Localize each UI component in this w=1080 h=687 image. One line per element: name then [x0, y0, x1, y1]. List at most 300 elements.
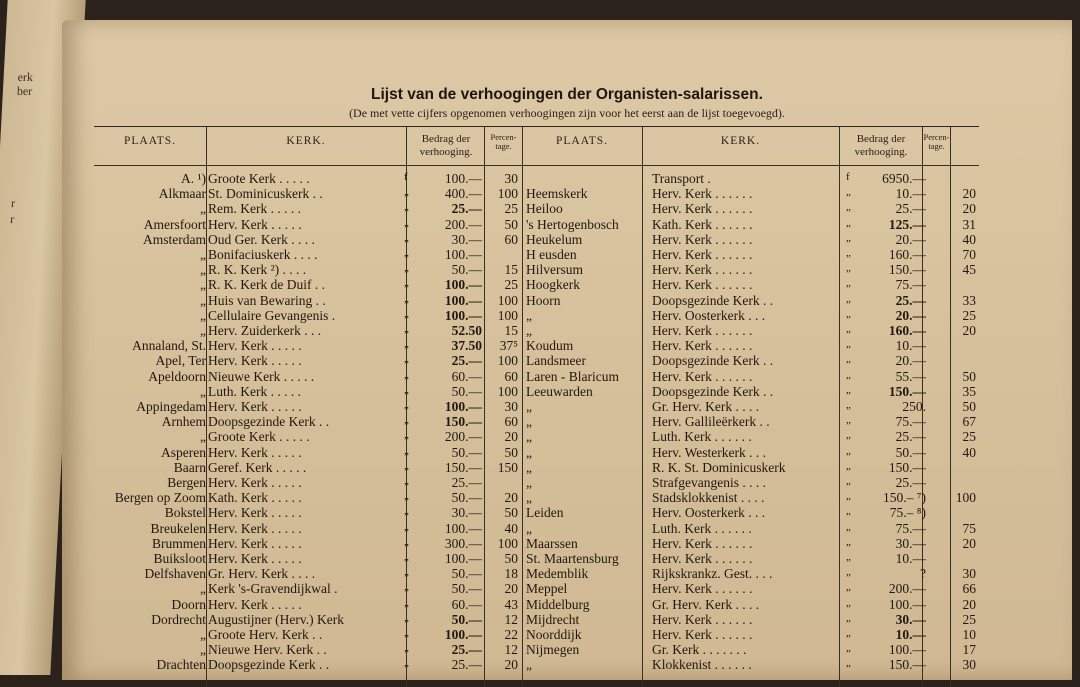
table-row	[94, 414, 979, 429]
row-bedrag-2: 100.—	[888, 596, 926, 612]
row-plaats: Arnhem	[161, 414, 206, 430]
row-bedrag: 25.—	[451, 475, 482, 490]
row-percentage: 50	[504, 216, 518, 232]
row-currency-mark: „	[404, 596, 409, 609]
row-currency-mark: „	[404, 368, 409, 381]
row-percentage-2: 50	[962, 368, 976, 384]
row-plaats-2: „	[526, 399, 532, 414]
row-bedrag-2: 10.—	[895, 551, 926, 566]
row-kerk-2: Herv. Kerk . . . . . .	[652, 323, 753, 338]
row-plaats-2: 's Hertogenbosch	[526, 216, 619, 232]
row-bedrag: 50.—	[451, 611, 482, 627]
row-bedrag: 50.—	[451, 490, 482, 506]
row-plaats: „	[200, 642, 206, 658]
row-percentage: 50	[504, 444, 518, 460]
row-currency-mark: „	[404, 353, 409, 366]
row-kerk: Doopsgezinde Kerk . .	[208, 414, 330, 430]
row-bedrag: 30.—	[451, 505, 482, 521]
row-plaats-2: Hoogkerk	[526, 277, 580, 293]
row-plaats: Buiksloot	[153, 551, 206, 566]
row-percentage-2: 20	[962, 201, 976, 217]
table-row	[94, 247, 979, 262]
row-percentage-2: 25	[962, 307, 976, 323]
row-kerk-2: Doopsgezinde Kerk . .	[652, 353, 774, 369]
row-percentage: 60	[504, 414, 518, 430]
row-bedrag-2: 150.—	[888, 459, 926, 475]
row-bedrag: 150.—	[444, 459, 482, 475]
row-bedrag-2: 10.—	[895, 338, 926, 354]
row-currency-mark: „	[404, 657, 409, 670]
row-plaats-2: Landsmeer	[526, 353, 586, 369]
row-currency-mark: „	[404, 383, 409, 396]
row-plaats: „	[200, 292, 206, 308]
row-kerk-2: Herv. Kerk . . . . . .	[652, 535, 753, 551]
row-kerk: Cellulaire Gevangenis .	[208, 307, 336, 323]
row-kerk-2: Herv. Kerk . . . . . .	[652, 581, 753, 597]
row-bedrag: 100.—	[444, 399, 482, 414]
row-bedrag: 100.—	[444, 171, 482, 186]
row-kerk: St. Dominicuskerk . .	[208, 186, 323, 202]
left-page-fragment: ber	[16, 84, 33, 98]
row-currency-mark-2: „	[846, 216, 851, 229]
table-row	[94, 384, 979, 399]
row-plaats: „	[200, 247, 206, 262]
row-kerk: Herv. Kerk . . . . .	[208, 399, 302, 414]
row-kerk: Bonifaciuskerk . . . .	[208, 247, 318, 262]
row-bedrag-2: 150.– ⁷)	[883, 490, 926, 506]
row-percentage: 100	[497, 186, 518, 202]
row-kerk-2: Herv. Kerk . . . . . .	[652, 277, 753, 293]
row-currency-mark-2: „	[846, 444, 851, 457]
row-kerk-2: Doopsgezinde Kerk . .	[652, 383, 774, 399]
row-bedrag-2: 25.—	[895, 429, 926, 445]
table-row	[94, 171, 979, 186]
row-currency-mark: „	[404, 581, 409, 594]
row-currency-mark-2: „	[846, 505, 851, 518]
row-percentage: 100	[497, 535, 518, 551]
row-currency-mark-2: „	[846, 231, 851, 244]
header-percentage: Percen-tage.	[490, 132, 517, 151]
row-currency-mark: „	[404, 292, 409, 305]
row-plaats: „	[200, 627, 206, 642]
row-bedrag: 37.50	[451, 338, 482, 354]
header-plaats-2: PLAATS.	[555, 135, 609, 147]
row-currency-mark-2: „	[846, 292, 851, 305]
row-currency-mark: „	[404, 399, 409, 411]
row-plaats: Annaland, St.	[132, 338, 206, 354]
row-kerk: Herv. Kerk . . . . .	[208, 444, 302, 460]
row-currency-mark: „	[404, 231, 409, 244]
row-percentage: 100	[497, 383, 518, 399]
row-plaats-2: Nijmegen	[526, 642, 580, 658]
row-currency-mark: „	[404, 277, 409, 290]
row-bedrag-2: 150.—	[888, 262, 926, 278]
row-bedrag-2: 25.—	[895, 475, 926, 490]
row-bedrag-2: 150.—	[888, 657, 926, 673]
row-percentage: 150	[497, 459, 518, 475]
row-bedrag: 100.—	[444, 292, 482, 308]
row-kerk-2: Kath. Kerk . . . . . .	[652, 216, 753, 232]
row-kerk-2: Herv. Kerk . . . . . .	[652, 627, 753, 642]
row-currency-mark-2: „	[846, 459, 851, 472]
row-plaats-2: Hilversum	[526, 262, 583, 278]
row-bedrag-2: 25.—	[895, 201, 926, 217]
table-row	[94, 277, 979, 292]
row-kerk-2: Herv. Oosterkerk . . .	[652, 505, 766, 521]
row-percentage: 30	[504, 399, 518, 414]
row-plaats-2: „	[526, 444, 532, 460]
row-plaats-2: Leeuwarden	[526, 383, 593, 399]
row-plaats-2: „	[526, 657, 532, 673]
row-currency-mark-2: „	[846, 535, 851, 548]
row-kerk: Herv. Kerk . . . . .	[208, 216, 302, 232]
row-bedrag: 100.—	[444, 520, 482, 536]
row-plaats-2: „	[526, 429, 532, 445]
row-kerk-2: Stadsklokkenist . . . .	[652, 490, 765, 506]
row-percentage: 20	[504, 657, 518, 673]
row-currency-mark: „	[404, 475, 409, 487]
row-plaats-2: Medemblik	[526, 566, 589, 582]
row-currency-mark-2: „	[846, 383, 851, 396]
row-percentage: 20	[504, 429, 518, 445]
row-kerk: Geref. Kerk . . . . .	[208, 459, 307, 475]
row-currency-mark: „	[404, 262, 409, 275]
table-row	[94, 657, 979, 672]
row-kerk: R. K. Kerk de Duif . .	[208, 277, 325, 293]
row-kerk: Herv. Kerk . . . . .	[208, 475, 302, 490]
table-row	[94, 338, 979, 353]
row-kerk: Herv. Kerk . . . . .	[208, 520, 302, 536]
row-bedrag-2: 250.	[902, 399, 926, 414]
row-currency-mark-2: f	[846, 171, 850, 183]
document-page	[62, 20, 1072, 680]
row-currency-mark-2: „	[846, 353, 851, 366]
row-kerk-2: Gr. Herv. Kerk . . . .	[652, 399, 760, 414]
table-row	[94, 429, 979, 444]
row-bedrag: 25.—	[451, 657, 482, 673]
row-bedrag: 200.—	[444, 216, 482, 232]
row-kerk-2: Klokkenist . . . . . .	[652, 657, 752, 673]
row-bedrag: 400.—	[444, 186, 482, 202]
row-percentage-2: 35	[962, 383, 976, 399]
row-bedrag-2: 75.—	[895, 414, 926, 430]
row-currency-mark: „	[404, 338, 409, 351]
row-percentage-2: 20	[962, 596, 976, 612]
row-percentage: 25	[504, 201, 518, 217]
row-kerk-2: Luth. Kerk . . . . . .	[652, 429, 752, 445]
row-plaats-2: Hoorn	[526, 292, 561, 308]
row-plaats-2: „	[526, 490, 532, 506]
row-kerk: Luth. Kerk . . . . .	[208, 383, 301, 399]
row-bedrag-2: 20.—	[895, 231, 926, 247]
row-currency-mark-2: „	[846, 414, 851, 427]
row-plaats: Brummen	[152, 535, 206, 551]
table-row	[94, 445, 979, 460]
row-plaats: Baarn	[173, 459, 206, 475]
row-currency-mark-2: „	[846, 307, 851, 320]
row-plaats: Amersfoort	[143, 216, 206, 232]
row-percentage: 43	[504, 596, 518, 612]
row-currency-mark-2: „	[846, 399, 851, 411]
row-plaats-2: Middelburg	[526, 596, 590, 612]
row-currency-mark: f	[404, 171, 408, 183]
row-bedrag: 300.—	[444, 535, 482, 551]
row-kerk: Augustijner (Herv.) Kerk	[208, 611, 344, 627]
row-bedrag: 50.—	[451, 444, 482, 460]
header-bedrag: Bedrag der verhooging.	[419, 133, 473, 158]
table-row	[94, 642, 979, 657]
row-currency-mark-2: „	[846, 490, 851, 503]
row-plaats: Bergen op Zoom	[114, 490, 206, 506]
row-kerk-2: Transport .	[652, 171, 711, 186]
header-divider	[94, 165, 979, 166]
row-plaats: Appingedam	[136, 399, 206, 414]
row-currency-mark-2: „	[846, 429, 851, 442]
row-plaats-2: Laren - Blaricum	[526, 368, 619, 384]
table-row	[94, 201, 979, 216]
row-plaats: Breukelen	[150, 520, 206, 536]
header-percentage-2: Percen-tage.	[923, 132, 950, 151]
row-currency-mark-2: „	[846, 520, 851, 533]
row-plaats-2: Koudum	[526, 338, 574, 354]
row-bedrag-2: 150.—	[888, 383, 926, 399]
row-plaats: Dordrecht	[151, 611, 206, 627]
row-percentage-2: 50	[962, 399, 976, 414]
row-currency-mark: „	[404, 642, 409, 655]
row-bedrag-2: 55.—	[895, 368, 926, 384]
row-currency-mark: „	[404, 201, 409, 214]
table-row	[94, 262, 979, 277]
table-row	[94, 627, 979, 642]
header-plaats: PLAATS.	[123, 135, 177, 147]
row-bedrag: 25.—	[451, 201, 482, 217]
row-percentage: 40	[504, 520, 518, 536]
row-currency-mark: „	[404, 566, 409, 579]
row-currency-mark-2: „	[846, 627, 851, 639]
table-row	[94, 308, 979, 323]
row-bedrag: 50.—	[451, 566, 482, 582]
row-bedrag: 100.—	[444, 627, 482, 642]
row-percentage: 37⁵	[499, 338, 518, 354]
row-currency-mark-2: „	[846, 262, 851, 275]
left-page-fragment: erk	[17, 70, 34, 84]
left-page-fragment: r	[9, 212, 15, 226]
row-kerk-2: Herv. Westerkerk . . .	[652, 444, 766, 460]
row-percentage-2: 20	[962, 535, 976, 551]
row-percentage-2: 67	[962, 414, 976, 430]
header-bedrag-2: Bedrag der verhooging.	[854, 133, 908, 158]
table-row	[94, 536, 979, 551]
row-plaats-2: „	[526, 520, 532, 536]
row-bedrag: 52.50	[451, 323, 482, 338]
row-kerk-2: Herv. Kerk . . . . . .	[652, 611, 753, 627]
row-kerk: Kath. Kerk . . . . .	[208, 490, 302, 506]
row-percentage: 100	[497, 292, 518, 308]
row-bedrag: 150.—	[444, 414, 482, 430]
row-bedrag-2: 125.—	[888, 216, 926, 232]
row-currency-mark: „	[404, 444, 409, 457]
row-percentage: 15	[504, 262, 518, 278]
row-bedrag-2: 160.—	[888, 247, 926, 262]
row-bedrag: 50.—	[451, 581, 482, 597]
row-plaats: „	[200, 383, 206, 399]
row-bedrag-2: 25.—	[895, 292, 926, 308]
row-percentage: 20	[504, 490, 518, 506]
row-kerk: Groote Kerk . . . . .	[208, 429, 310, 445]
row-plaats-2: Leiden	[526, 505, 564, 521]
row-plaats: Doorn	[171, 596, 206, 612]
row-kerk: R. K. Kerk ²) . . . .	[208, 262, 307, 278]
row-plaats-2: Heiloo	[526, 201, 563, 217]
table-row	[94, 217, 979, 232]
row-plaats-2: Heukelum	[526, 231, 583, 247]
row-kerk-2: Strafgevangenis . . . .	[652, 475, 766, 490]
row-kerk: Herv. Kerk . . . . .	[208, 596, 302, 612]
row-percentage-2: 30	[962, 657, 976, 673]
row-kerk-2: Luth. Kerk . . . . . .	[652, 520, 752, 536]
row-bedrag: 25.—	[451, 642, 482, 658]
row-plaats: „	[200, 323, 206, 338]
row-bedrag-2: 20.—	[895, 353, 926, 369]
row-bedrag-2: 30.—	[895, 611, 926, 627]
row-kerk-2: Herv. Kerk . . . . . .	[652, 201, 753, 217]
row-percentage: 25	[504, 277, 518, 293]
row-currency-mark: „	[404, 216, 409, 229]
row-bedrag: 200.—	[444, 429, 482, 445]
row-currency-mark-2: „	[846, 368, 851, 381]
row-plaats: Drachten	[156, 657, 206, 673]
row-percentage-2: 30	[962, 566, 976, 582]
row-bedrag-2: 10.—	[895, 186, 926, 202]
row-currency-mark-2: „	[846, 201, 851, 214]
row-bedrag: 25.—	[451, 353, 482, 369]
row-percentage-2: 17	[962, 642, 976, 658]
row-percentage: 30	[504, 171, 518, 186]
row-plaats: Amsterdam	[143, 231, 206, 247]
row-currency-mark-2: „	[846, 247, 851, 259]
row-kerk: Oud Ger. Kerk . . . .	[208, 231, 315, 247]
row-plaats-2: „	[526, 323, 532, 338]
row-plaats-2: Noorddijk	[526, 627, 582, 642]
row-percentage-2: 25	[962, 611, 976, 627]
row-bedrag-2: 6950.—	[882, 171, 926, 186]
row-bedrag: 50.—	[451, 383, 482, 399]
table-row	[94, 186, 979, 201]
row-bedrag-2: 30.—	[895, 535, 926, 551]
table-row	[94, 232, 979, 247]
row-kerk-2: Rijkskrankz. Gest. . . .	[652, 566, 773, 582]
row-kerk-2: Herv. Kerk . . . . . .	[652, 262, 753, 278]
row-percentage-2: 40	[962, 444, 976, 460]
row-kerk-2: Herv. Kerk . . . . . .	[652, 186, 753, 202]
row-percentage: 50	[504, 505, 518, 521]
row-percentage-2: 20	[962, 323, 976, 338]
table-row	[94, 581, 979, 596]
row-currency-mark-2: „	[846, 338, 851, 351]
row-plaats: „	[200, 307, 206, 323]
row-bedrag: 30.—	[451, 231, 482, 247]
row-percentage-2: 10	[962, 627, 976, 642]
row-currency-mark-2: „	[846, 323, 851, 335]
row-kerk: Kerk 's-Gravendijkwal .	[208, 581, 338, 597]
row-kerk-2: Herv. Gallileërkerk . .	[652, 414, 770, 430]
table-row	[94, 597, 979, 612]
header-kerk-2: KERK.	[720, 135, 761, 147]
row-plaats-2: H eusden	[526, 247, 577, 262]
row-percentage: 100	[497, 307, 518, 323]
row-percentage: 15	[504, 323, 518, 338]
table-row	[94, 521, 979, 536]
row-plaats: Bokstel	[164, 505, 206, 521]
row-plaats-2: Heemskerk	[526, 186, 588, 202]
row-bedrag: 100.—	[444, 277, 482, 293]
row-currency-mark: „	[404, 186, 409, 199]
row-percentage: 12	[504, 611, 518, 627]
row-kerk-2: Gr. Kerk . . . . . . .	[652, 642, 747, 658]
row-currency-mark: „	[404, 323, 409, 335]
row-kerk: Groote Herv. Kerk . .	[208, 627, 323, 642]
row-currency-mark-2: „	[846, 566, 851, 579]
row-bedrag-2: 200.—	[888, 581, 926, 597]
row-plaats: „	[200, 262, 206, 278]
row-plaats-2: St. Maartensburg	[526, 551, 619, 566]
row-currency-mark: „	[404, 414, 409, 427]
row-kerk: Gr. Herv. Kerk . . . .	[208, 566, 316, 582]
header-kerk: KERK.	[286, 135, 326, 147]
row-currency-mark: „	[404, 429, 409, 442]
row-plaats-2: „	[526, 475, 532, 490]
row-plaats-2: „	[526, 307, 532, 323]
row-kerk-2: Herv. Kerk . . . . . .	[652, 368, 753, 384]
row-currency-mark-2: „	[846, 581, 851, 594]
table-row	[94, 323, 979, 338]
row-percentage: 100	[497, 353, 518, 369]
row-bedrag-2: 75.– ⁸)	[889, 505, 926, 521]
row-percentage: 12	[504, 642, 518, 658]
row-percentage: 50	[504, 551, 518, 566]
row-bedrag-2: 20.—	[895, 307, 926, 323]
row-percentage-2: 25	[962, 429, 976, 445]
row-plaats: „	[200, 429, 206, 445]
row-percentage-2: 75	[962, 520, 976, 536]
row-kerk: Herv. Kerk . . . . .	[208, 353, 302, 369]
page-subtitle: (De met vette cijfers opgenomen verhoogingen zijn voor het eerst aan de lijst toegevoegd).	[349, 106, 785, 120]
row-percentage-2: 100	[955, 490, 976, 506]
row-kerk-2: Doopsgezinde Kerk . .	[652, 292, 774, 308]
row-plaats-2: „	[526, 459, 532, 475]
table-row	[94, 353, 979, 368]
row-currency-mark-2: „	[846, 186, 851, 199]
row-bedrag: 60.—	[451, 596, 482, 612]
row-bedrag-2: 75.—	[895, 277, 926, 293]
row-currency-mark: „	[404, 611, 409, 624]
row-kerk-2: Gr. Herv. Kerk . . . .	[652, 596, 760, 612]
row-percentage: 18	[504, 566, 518, 582]
row-kerk-2: Herv. Kerk . . . . . .	[652, 338, 753, 354]
row-kerk: Nieuwe Herv. Kerk . .	[208, 642, 327, 658]
row-plaats: „	[200, 201, 206, 217]
row-plaats: „	[200, 277, 206, 293]
row-kerk-2: R. K. St. Dominicuskerk	[652, 459, 786, 475]
row-plaats: Apeldoorn	[148, 368, 206, 384]
row-kerk: Herv. Kerk . . . . .	[208, 505, 302, 521]
row-bedrag-2: 160.—	[888, 323, 926, 338]
row-percentage-2: 66	[962, 581, 976, 597]
row-kerk: Herv. Kerk . . . . .	[208, 551, 302, 566]
salary-table	[94, 126, 979, 687]
row-bedrag-2: ?	[920, 566, 926, 582]
row-percentage: 60	[504, 231, 518, 247]
